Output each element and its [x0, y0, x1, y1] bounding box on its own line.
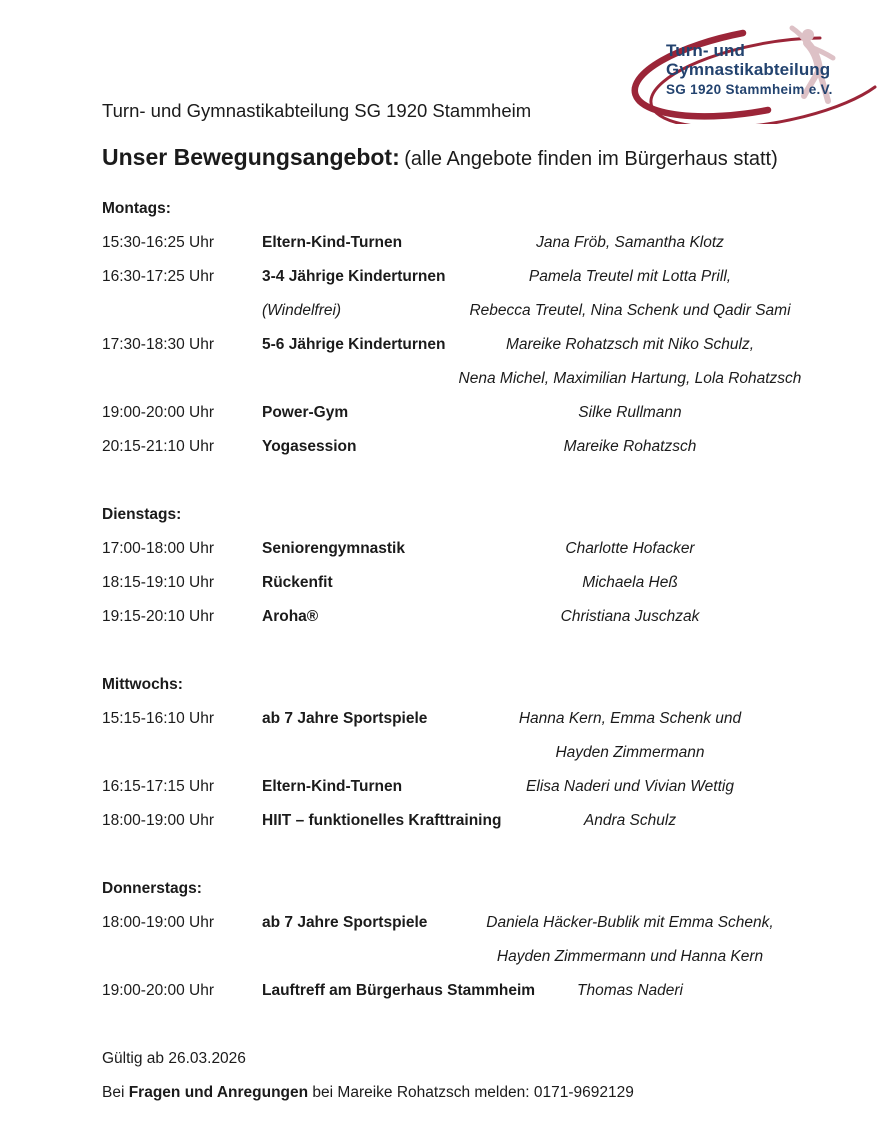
day-heading: Donnerstags:: [102, 880, 202, 897]
trainer-cell: Mareike Rohatzsch mit Niko Schulz,: [505, 336, 755, 353]
course-cell: Eltern-Kind-Turnen: [262, 778, 403, 795]
document-content: [102, 100, 886, 1110]
section-mittwochs: [102, 668, 886, 838]
day-heading: Mittwochs:: [102, 676, 183, 693]
schedule-row: [102, 804, 886, 838]
course-cell: Aroha®: [262, 608, 319, 625]
time-cell: 19:00-20:00 Uhr: [102, 982, 215, 999]
course-cell: Lauftreff am Bürgerhaus Stammheim: [262, 982, 536, 999]
time-cell: 19:15-20:10 Uhr: [102, 608, 215, 625]
page-title-note: (alle Angebote finden im Bürgerhaus statt): [404, 148, 778, 170]
trainer-cell: Andra Schulz: [583, 812, 677, 829]
course-cell: ab 7 Jahre Sportspiele: [262, 710, 428, 727]
time-cell: 16:15-17:15 Uhr: [102, 778, 215, 795]
course-cell: ab 7 Jahre Sportspiele: [262, 914, 428, 931]
day-heading: Dienstags:: [102, 506, 182, 523]
trainer-cell: Daniela Häcker-Bublik mit Emma Schenk,: [486, 914, 774, 931]
schedule-row: [102, 906, 886, 940]
section-dienstags: [102, 498, 886, 634]
contact-line: [102, 1076, 886, 1110]
trainer-cell: Rebecca Treutel, Nina Schenk und Qadir Sami: [469, 302, 791, 319]
course-cell: Power-Gym: [262, 404, 349, 421]
time-cell: 19:00-20:00 Uhr: [102, 404, 215, 421]
schedule-row: [102, 940, 886, 974]
course-cell: (Windelfrei): [262, 302, 342, 319]
time-cell: 18:00-19:00 Uhr: [102, 914, 215, 931]
trainer-cell: Hanna Kern, Emma Schenk und: [518, 710, 742, 727]
trainer-cell: Michaela Heß: [582, 574, 678, 591]
schedule-row: [102, 294, 886, 328]
trainer-cell: Pamela Treutel mit Lotta Prill,: [528, 268, 732, 285]
course-cell: Rückenfit: [262, 574, 333, 591]
schedule-row: [102, 566, 886, 600]
trainer-cell: Nena Michel, Maximilian Hartung, Lola Rohatzsch: [458, 370, 802, 387]
course-cell: Yogasession: [262, 438, 357, 455]
time-cell: 16:30-17:25 Uhr: [102, 268, 215, 285]
trainer-cell: Hayden Zimmermann und Hanna Kern: [496, 948, 764, 965]
schedule-row: [102, 362, 886, 396]
logo-line-1: Turn- und: [666, 41, 745, 60]
trainer-cell: Silke Rullmann: [578, 404, 682, 421]
schedule-row: [102, 226, 886, 260]
section-montags: [102, 192, 886, 464]
schedule-row: [102, 600, 886, 634]
logo-line-2: Gymnastikabteilung: [666, 60, 831, 79]
schedule-row: [102, 260, 886, 294]
section-donnerstags: [102, 872, 886, 1008]
course-cell: 3-4 Jährige Kinderturnen: [262, 268, 446, 285]
page-title-line: [102, 142, 886, 176]
course-cell: Eltern-Kind-Turnen: [262, 234, 403, 251]
schedule-row: [102, 736, 886, 770]
schedule-row: [102, 430, 886, 464]
day-heading: Montags:: [102, 200, 171, 217]
time-cell: 15:30-16:25 Uhr: [102, 234, 215, 251]
schedule-row: [102, 770, 886, 804]
logo-line-3: SG 1920 Stammheim e.V.: [666, 82, 833, 97]
contact-suffix: bei Mareike Rohatzsch melden: 0171-9692129: [308, 1084, 634, 1101]
schedule-row: [102, 532, 886, 566]
time-cell: 17:00-18:00 Uhr: [102, 540, 215, 557]
time-cell: 15:15-16:10 Uhr: [102, 710, 215, 727]
trainer-cell: Mareike Rohatzsch: [563, 438, 697, 455]
schedule-row: [102, 396, 886, 430]
trainer-cell: Elisa Naderi und Vivian Wettig: [526, 778, 734, 795]
schedule-row: [102, 702, 886, 736]
logo-text: [666, 41, 833, 98]
contact-prefix: Bei: [102, 1084, 129, 1101]
club-name-line: Turn- und Gymnastikabteilung SG 1920 Stammheim: [102, 100, 532, 121]
schedule-row: [102, 974, 886, 1008]
page-title: Unser Bewegungsangebot:: [102, 144, 400, 170]
time-cell: 18:15-19:10 Uhr: [102, 574, 215, 591]
course-cell: HIIT – funktionelles Krafttraining: [262, 812, 502, 829]
trainer-cell: Christiana Juschzak: [560, 608, 700, 625]
course-cell: Seniorengymnastik: [262, 540, 405, 557]
trainer-cell: Jana Fröb, Samantha Klotz: [536, 234, 724, 251]
time-cell: 20:15-21:10 Uhr: [102, 438, 215, 455]
valid-from-line: Gültig ab 26.03.2026: [102, 1050, 246, 1067]
schedule-row: [102, 328, 886, 362]
contact-bold: Fragen und Anregungen: [128, 1084, 309, 1101]
trainer-cell: Hayden Zimmermann: [555, 744, 705, 761]
trainer-cell: Charlotte Hofacker: [565, 540, 695, 557]
time-cell: 18:00-19:00 Uhr: [102, 812, 215, 829]
footer: [102, 1042, 886, 1110]
time-cell: 17:30-18:30 Uhr: [102, 336, 215, 353]
course-cell: 5-6 Jährige Kinderturnen: [262, 336, 446, 353]
trainer-cell: Thomas Naderi: [577, 982, 683, 999]
